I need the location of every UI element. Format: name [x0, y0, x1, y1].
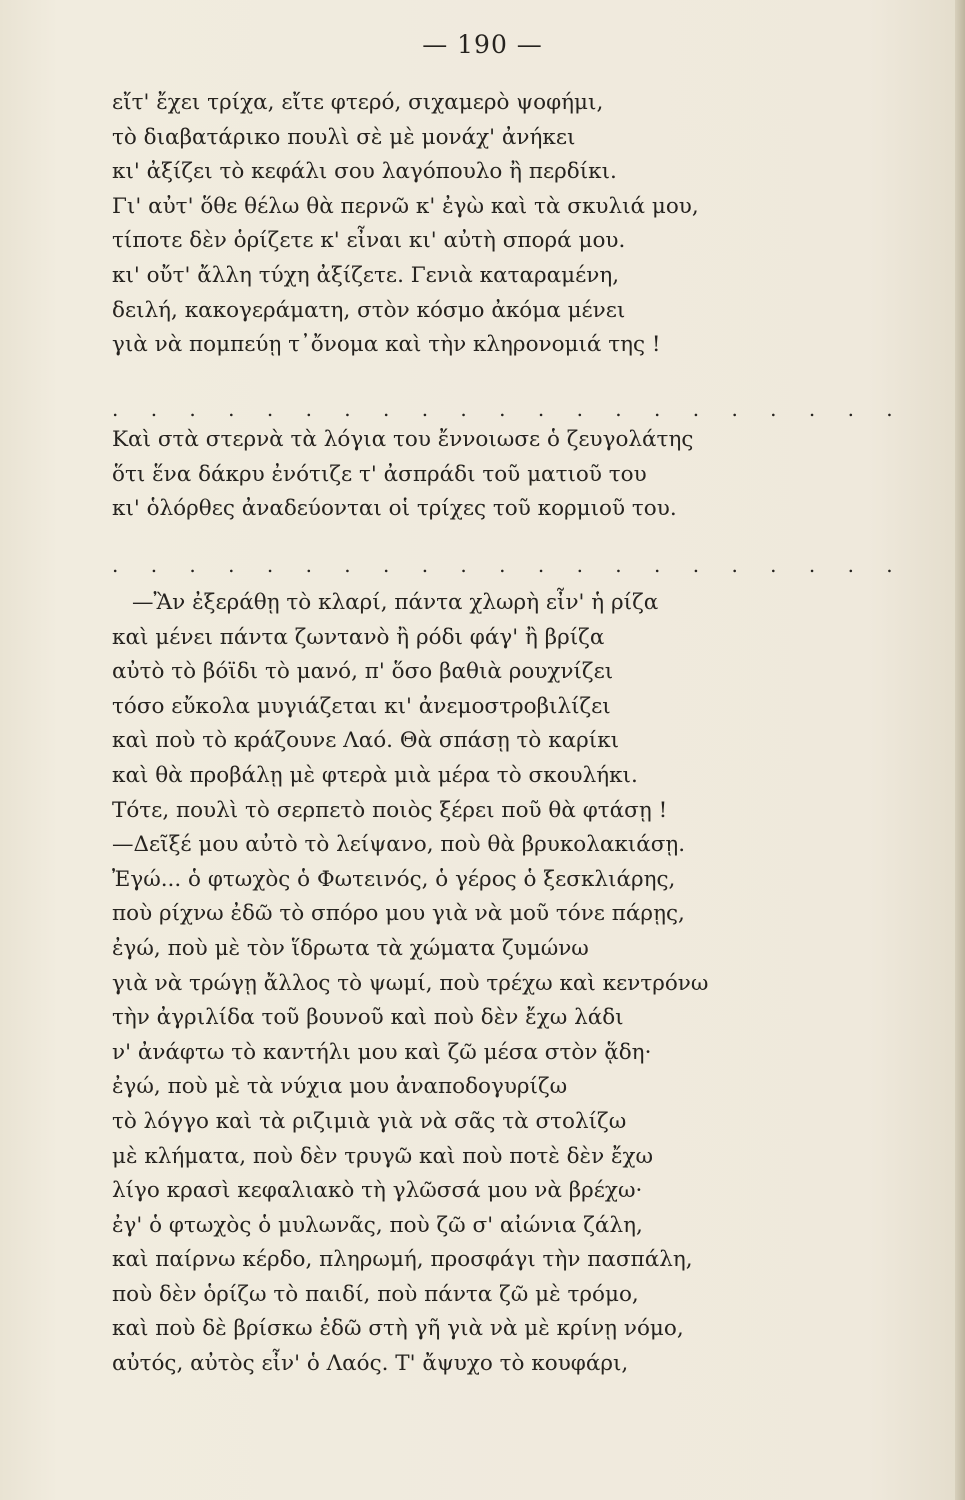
verse-line: δειλή, κακογεράματη, στὸν κόσμο ἀκόμα μένει	[112, 297, 626, 323]
verse-line: τὴν ἀγριλίδα τοῦ βουνοῦ καὶ ποὺ δὲν ἔχω λάδι	[112, 1005, 624, 1031]
verse-line: καὶ παίρνω κέρδο, πληρωμή, προσφάγι τὴν πασπάλη,	[112, 1247, 693, 1273]
verse-line: Καὶ στὰ στερνὰ τὰ λόγια του ἔννοιωσε ὁ ζευγολάτης	[112, 427, 694, 452]
verse-line: λίγο κρασὶ κεφαλιακὸ τὴ γλῶσσά μου νὰ βρέχω·	[112, 1178, 643, 1204]
verse-line: Ἐγώ... ὁ φτωχὸς ὁ Φωτεινός, ὁ γέρος ὁ ξεσκλιάρης,	[112, 866, 676, 892]
stanza-2	[112, 423, 902, 527]
verse-line: ἐγ' ὁ φτωχὸς ὁ μυλωνᾶς, ποὺ ζῶ σ' αἰώνια ζάλη,	[112, 1212, 643, 1238]
verse-line: μὲ κλήματα, ποὺ δὲν τρυγῶ καὶ ποὺ ποτὲ δὲν ἔχω	[112, 1143, 654, 1169]
verse-line: ποὺ ρίχνω ἐδῶ τὸ σπόρο μου γιὰ νὰ μοῦ τόνε πάρῃς,	[112, 901, 685, 927]
verse-line: κι' ἀξίζει τὸ κεφάλι σου λαγόπουλο ἢ περδίκι.	[112, 159, 617, 185]
verse-line: γιὰ νὰ πομπεύῃ τ᾽ὄνομα καὶ τὴν κληρονομιά της !	[112, 332, 661, 358]
separator-dots: . . . . . . . . . . . . . . . . . . . . .	[112, 397, 906, 421]
verse-line: Τότε, πουλὶ τὸ σερπετὸ ποιὸς ξέρει ποῦ θὰ φτάσῃ !	[112, 797, 668, 823]
verse-line: κι' ὁλόρθες ἀναδεύονται οἱ τρίχες τοῦ κορμιοῦ του.	[112, 496, 677, 522]
verse-line: αὐτός, αὐτὸς εἶν' ὁ Λαός. Τ' ἄψυχο τὸ κουφάρι,	[112, 1351, 629, 1377]
verse-line: ἐγώ, ποὺ μὲ τὰ νύχια μου ἀναποδογυρίζω	[112, 1074, 568, 1100]
verse-line: τίποτε δὲν ὁρίζετε κ' εἶναι κι' αὐτὴ σπορά μου.	[112, 228, 626, 254]
stanza-1	[112, 86, 902, 363]
verse-line: κι' οὔτ' ἄλλη τύχη ἀξίζετε. Γενιὰ καταραμένη,	[112, 262, 620, 288]
page-edge	[955, 0, 965, 1500]
verse-line: ποὺ δὲν ὁρίζω τὸ παιδί, ποὺ πάντα ζῶ μὲ τρόμο,	[112, 1281, 639, 1307]
verse-line: ὅτι ἕνα δάκρυ ἐνότιζε τ' ἀσπράδι τοῦ ματιοῦ του	[112, 461, 647, 487]
stanza-3	[112, 586, 902, 1382]
verse-line: καὶ μένει πάντα ζωντανὸ ἢ ρόδι φάγ' ἢ βρίζα	[112, 624, 605, 650]
verse-line: —Ἂν ἐξεράθῃ τὸ κλαρί, πάντα χλωρὴ εἶν' ἡ ρίζα	[132, 590, 659, 615]
verse-line: καὶ θὰ προβάλῃ μὲ φτερὰ μιὰ μέρα τὸ σκουλήκι.	[112, 762, 638, 788]
verse-line: τὸ διαβατάρικο πουλὶ σὲ μὲ μονάχ' ἀνήκει	[112, 124, 576, 150]
verse-line: ν' ἀνάφτω τὸ καντήλι μου καὶ ζῶ μέσα στὸν ᾅδη·	[112, 1039, 652, 1065]
page-number: — 190 —	[422, 30, 543, 59]
verse-line: Γι' αὐτ' ὅθε θέλω θὰ περνῶ κ' ἐγὼ καὶ τὰ σκυλιά μου,	[112, 193, 699, 219]
separator-dots: . . . . . . . . . . . . . . . . . . . . .	[112, 553, 906, 577]
verse-line: καὶ ποὺ τὸ κράζουνε Λαό. Θὰ σπάσῃ τὸ καρίκι	[112, 728, 620, 754]
verse-line: τὸ λόγγο καὶ τὰ ριζιμιὰ γιὰ νὰ σᾶς τὰ στολίζω	[112, 1108, 627, 1134]
verse-line: —Δεῖξέ μου αὐτὸ τὸ λείψανο, ποὺ θὰ βρυκολακιάσῃ.	[112, 832, 686, 858]
verse-line: καὶ ποὺ δὲ βρίσκω ἐδῶ στὴ γῆ γιὰ νὰ μὲ κρίνῃ νόμο,	[112, 1316, 684, 1342]
verse-line: γιὰ νὰ τρώγῃ ἄλλος τὸ ψωμί, ποὺ τρέχω καὶ κεντρόνω	[112, 970, 709, 996]
verse-line: αὐτὸ τὸ βόϊδι τὸ μανό, π' ὅσο βαθιὰ ρουχνίζει	[112, 659, 614, 685]
verse-line: εἴτ' ἔχει τρίχα, εἴτε φτερό, σιχαμερὸ ψοφήμι,	[112, 90, 604, 115]
verse-line: τόσο εὔκολα μυγιάζεται κι' ἀνεμοστροβιλίζει	[112, 693, 611, 719]
verse-line: ἐγώ, ποὺ μὲ τὸν ἵδρωτα τὰ χώματα ζυμώνω	[112, 935, 589, 961]
